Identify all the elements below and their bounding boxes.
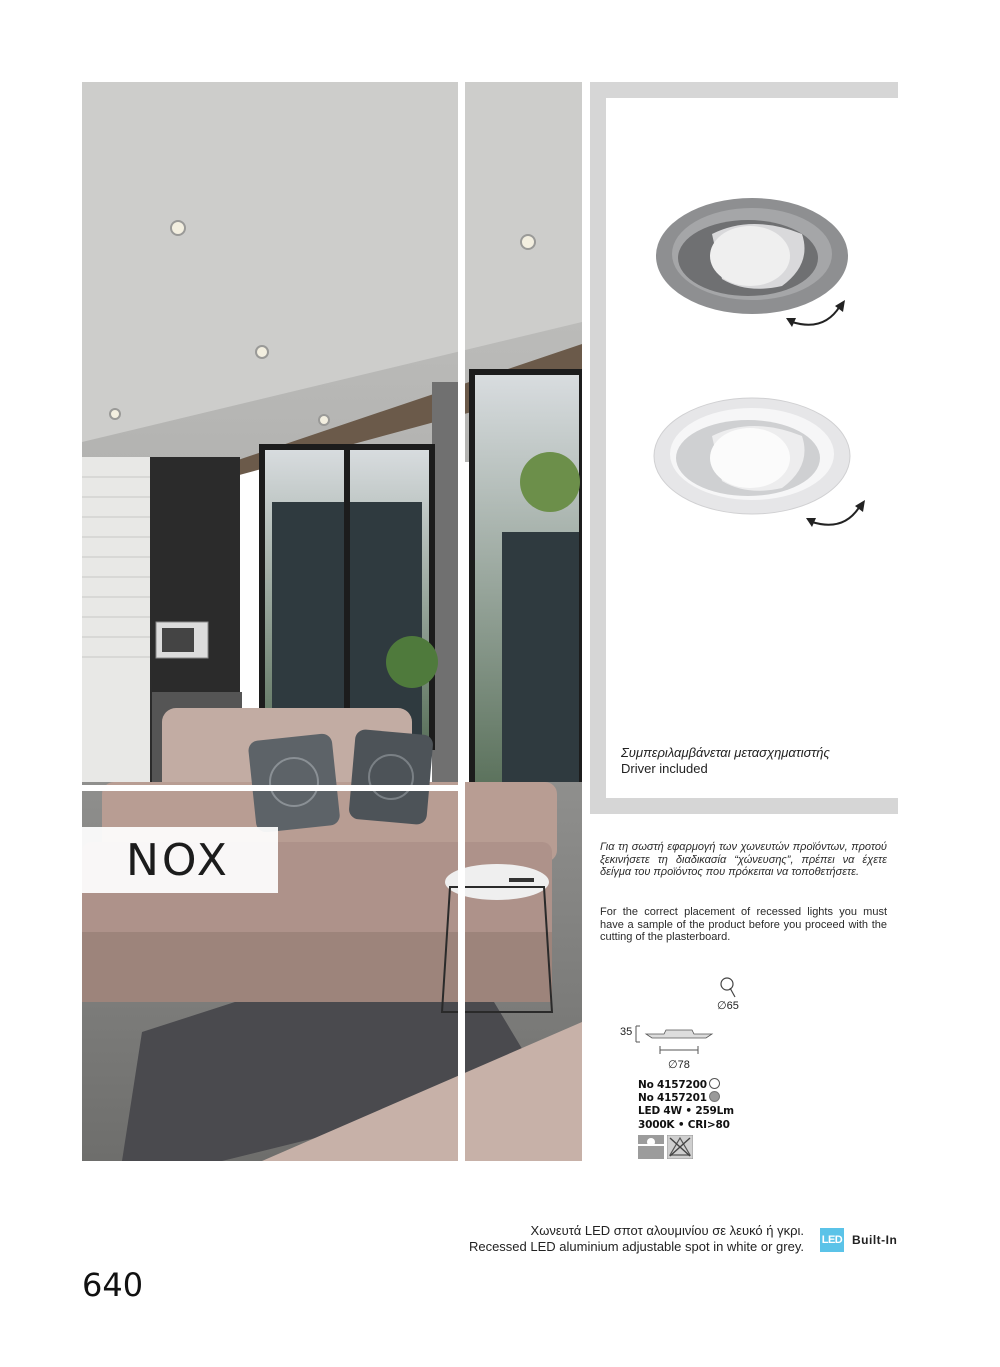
led-badge-icon: LED — [820, 1228, 844, 1252]
power-spec: LED 4W • 259Lm — [638, 1105, 734, 1117]
built-in-label: Built-In — [852, 1233, 898, 1247]
grey-swatch-icon — [709, 1091, 720, 1102]
height-value: 35 — [620, 1026, 633, 1038]
code-text: No 4157200 — [638, 1079, 707, 1091]
code-text: No 4157201 — [638, 1092, 707, 1104]
page-number: 640 — [82, 1266, 144, 1304]
no-insulation-cover-icon — [667, 1135, 693, 1159]
driver-text-en: Driver included — [621, 761, 708, 776]
installation-note-gr: Για τη σωστή εφαρμογή των χωνευτών προϊόντων, προτού ξεκινήσετε τη διαδικασία “χώνευσης”, πρέπει να έχετε δείγμα του προϊόντος που πρόκειται να τοποθετήσετε. — [600, 841, 887, 878]
temperature-spec: 3000K • CRI>80 — [638, 1119, 730, 1131]
photo-divider-horizontal — [82, 785, 458, 791]
living-room-illustration — [82, 82, 582, 1161]
white-spot-image — [652, 394, 872, 544]
cutout-icon — [718, 976, 740, 1000]
description-gr: Χωνευτά LED σποτ αλουμινίου σε λευκό ή γκρι. — [530, 1223, 804, 1238]
product-panel-inner — [606, 98, 898, 798]
recessed-install-icon — [638, 1135, 664, 1159]
fixture-diameter: ∅78 — [668, 1059, 690, 1071]
product-code-white — [638, 1078, 720, 1091]
description-en: Recessed LED aluminium adjustable spot in white or grey. — [468, 1239, 804, 1254]
photo-divider-vertical — [458, 82, 465, 1161]
driver-text-gr: Συμπεριλαμβάνεται μετασχηματιστής — [621, 745, 830, 760]
interior-photo — [82, 82, 582, 1161]
product-title: NOX — [126, 835, 230, 886]
dimension-drawing — [634, 1022, 714, 1058]
product-code-grey — [638, 1091, 720, 1104]
white-swatch-icon — [709, 1078, 720, 1089]
title-box — [82, 827, 278, 893]
grey-spot-image — [652, 194, 852, 344]
installation-note-en: For the correct placement of recessed lights you must have a sample of the product before you proceed with the cutting of the plasterboard. — [600, 906, 887, 943]
cutout-diameter: ∅65 — [717, 1000, 739, 1012]
